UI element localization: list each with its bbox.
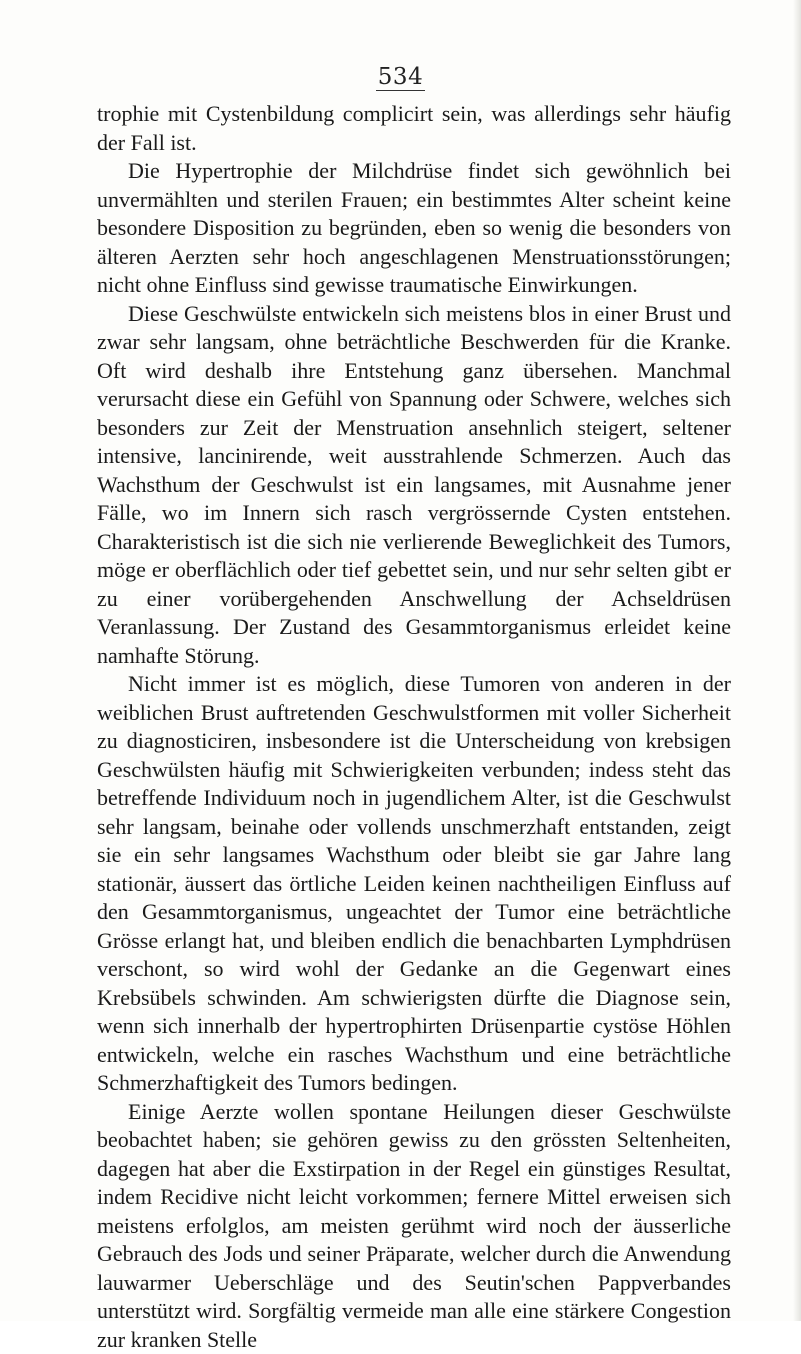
paragraph-hypertrophy-causes: Die Hypertrophie der Milchdrüse findet sich gewöhnlich bei unvermählten und sterilen Frauen; ein bestimmtes Alter scheint keine besondere Disposition zu begründen, eben so wenig die besonders von älteren Aerzten sehr hoch angeschlagenen Menstruationsstörungen; nicht ohne Einfluss sind gewisse traumatische Einwirkungen. xyxy=(97,157,731,300)
page-edge-shadow xyxy=(793,0,801,1321)
body-text xyxy=(97,100,731,1354)
paragraph-continuation: trophie mit Cystenbildung complicirt sein, was allerdings sehr häufig der Fall ist. xyxy=(97,100,731,157)
paragraph-symptoms: Diese Geschwülste entwickeln sich meistens blos in einer Brust und zwar sehr langsam, ohne beträchtliche Beschwerden für die Kranke. Oft wird deshalb ihre Entstehung ganz übersehen. Manchmal verursacht diese ein Gefühl von Spannung oder Schwere, welches sich besonders zur Zeit der Menstruation ansehnlich steigert, seltener intensive, lancinirende, weit ausstrahlende Schmerzen. Auch das Wachsthum der Geschwulst ist ein langsames, mit Ausnahme jener Fälle, wo im Innern sich rasch vergrössernde Cysten entstehen. Charakteristisch ist die sich nie verlierende Beweglichkeit des Tumors, möge er oberflächlich oder tief gebettet sein, und nur sehr selten gibt er zu einer vorübergehenden Anschwellung der Achseldrüsen Veranlassung. Der Zustand des Gesammtorganismus erleidet keine namhafte Störung. xyxy=(97,300,731,671)
paragraph-treatment: Einige Aerzte wollen spontane Heilungen dieser Geschwülste beobachtet haben; sie gehören gewiss zu den grössten Seltenheiten, dagegen hat aber die Exstirpation in der Regel ein günstiges Resultat, indem Recidive nicht leicht vorkommen; fernere Mittel erweisen sich meistens erfolglos, am meisten gerühmt wird noch der äusserliche Gebrauch des Jods und seiner Präparate, welcher durch die Anwendung lauwarmer Ueberschläge und des Seutin'schen Pappverbandes unterstützt wird. Sorgfältig vermeide man alle eine stärkere Congestion zur kranken Stelle xyxy=(97,1098,731,1354)
page-number-text: 534 xyxy=(376,64,425,91)
paragraph-diagnosis: Nicht immer ist es möglich, diese Tumoren von anderen in der weiblichen Brust auftretenden Geschwulstformen mit voller Sicherheit zu diagnosticiren, insbesondere ist die Unterscheidung von krebsigen Geschwülsten häufig mit Schwierigkeiten verbunden; indess steht das betreffende Individuum noch in jugendlichem Alter, ist die Geschwulst sehr langsam, beinahe oder vollends unschmerzhaft entstanden, zeigt sie ein sehr langsames Wachsthum oder bleibt sie gar Jahre lang stationär, äussert das örtliche Leiden keinen nachtheiligen Einfluss auf den Gesammtorganismus, ungeachtet der Tumor eine beträchtliche Grösse erlangt hat, und bleiben endlich die benachbarten Lymphdrüsen verschont, so wird wohl der Gedanke an die Gegenwart eines Krebsübels schwinden. Am schwierigsten dürfte die Diagnose sein, wenn sich innerhalb der hypertrophirten Drüsenpartie cystöse Höhlen entwickeln, welche ein rasches Wachsthum und eine beträchtliche Schmerzhaftigkeit des Tumors bedingen. xyxy=(97,670,731,1098)
page-number xyxy=(0,64,801,91)
